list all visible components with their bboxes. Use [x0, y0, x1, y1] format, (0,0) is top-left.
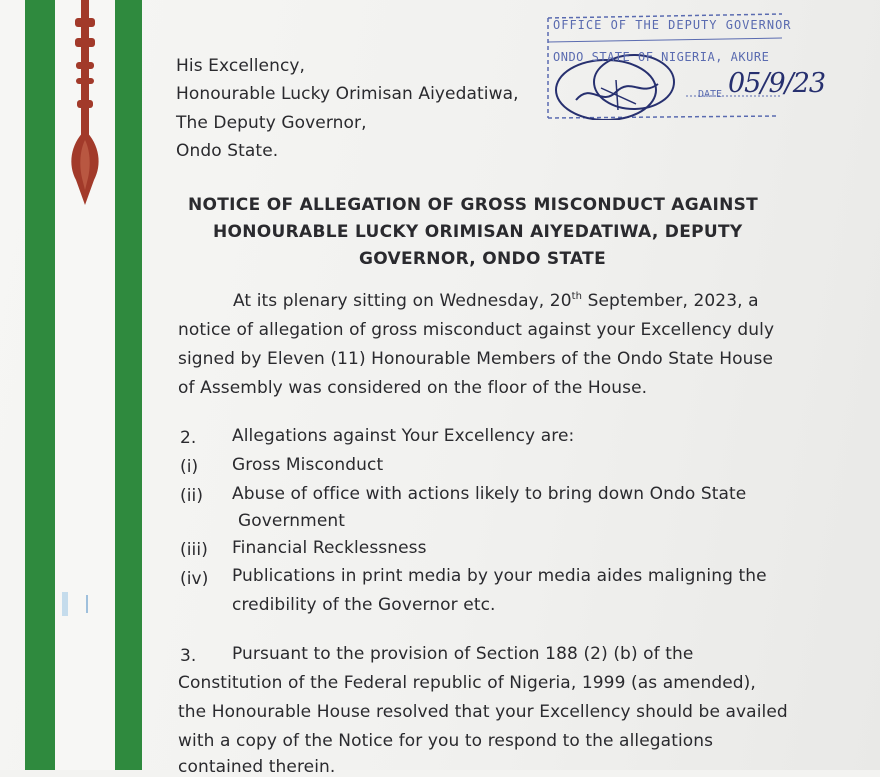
paragraph-3-line: with a copy of the Notice for you to respond to the allegations [178, 731, 714, 751]
allegation-item: Gross Misconduct [232, 455, 384, 475]
addressee-line: Honourable Lucky Orimisan Aiyedatiwa, [176, 84, 519, 104]
paragraph-1-line: signed by Eleven (11) Honourable Members of the Ondo State House [178, 349, 773, 369]
edge-mark [86, 595, 88, 613]
addressee-line: His Excellency, [176, 56, 306, 76]
paragraph-2-number: 2. [180, 428, 197, 448]
paragraph-1-line: notice of allegation of gross misconduct against your Excellency duly [178, 320, 775, 340]
allegation-marker: (ii) [180, 486, 204, 506]
addressee-line: Ondo State. [176, 141, 279, 161]
green-border-stripe-right [115, 0, 142, 770]
allegation-item-cont: Government [238, 511, 346, 531]
allegation-item-cont: credibility of the Governor etc. [232, 595, 496, 615]
mace-emblem-icon [58, 0, 110, 210]
paragraph-3-line: contained therein. [178, 757, 336, 777]
stamp-state-text: ONDO STATE OF NIGERIA, AKURE [553, 50, 770, 64]
date-text-cont: September, 2023, a [582, 291, 759, 311]
stamp-handwritten-date: 05/9/23 [728, 68, 826, 99]
allegation-marker: (iii) [180, 540, 208, 560]
allegation-marker: (i) [180, 457, 199, 477]
edge-mark [62, 592, 68, 616]
green-border-stripe-left [25, 0, 55, 770]
notice-title-line: HONOURABLE LUCKY ORIMISAN AIYEDATIWA, DEPUTY [213, 222, 743, 242]
allegation-item: Abuse of office with actions likely to bring down Ondo State [232, 484, 747, 504]
allegation-item: Publications in print media by your media aides maligning the [232, 566, 767, 586]
stamp-date-label: DATE [698, 89, 723, 100]
addressee-line: The Deputy Governor, [176, 113, 367, 133]
stamp-office-text: OFFICE OF THE DEPUTY GOVERNOR [553, 18, 792, 32]
paragraph-2-heading: Allegations against Your Excellency are: [232, 426, 575, 446]
notice-title-line: GOVERNOR, ONDO STATE [359, 249, 606, 269]
allegation-item: Financial Recklessness [232, 538, 427, 558]
paragraph-3-line: Pursuant to the provision of Section 188 (2) (b) of the [232, 644, 694, 664]
allegation-marker: (iv) [180, 569, 209, 589]
paragraph-3-line: Constitution of the Federal republic of Nigeria, 1999 (as amended), [178, 673, 756, 693]
paragraph-3-number: 3. [180, 646, 197, 666]
paragraph-1-line: of Assembly was considered on the floor of the House. [178, 378, 648, 398]
notice-title-line: NOTICE OF ALLEGATION OF GROSS MISCONDUCT AGAINST [188, 195, 759, 215]
paragraph-3-line: the Honourable House resolved that your Excellency should be availed [178, 702, 788, 722]
paragraph-1-line [233, 291, 759, 311]
date-ordinal-superscript: th [571, 291, 583, 302]
date-text: At its plenary sitting on Wednesday, 20 [233, 291, 572, 311]
